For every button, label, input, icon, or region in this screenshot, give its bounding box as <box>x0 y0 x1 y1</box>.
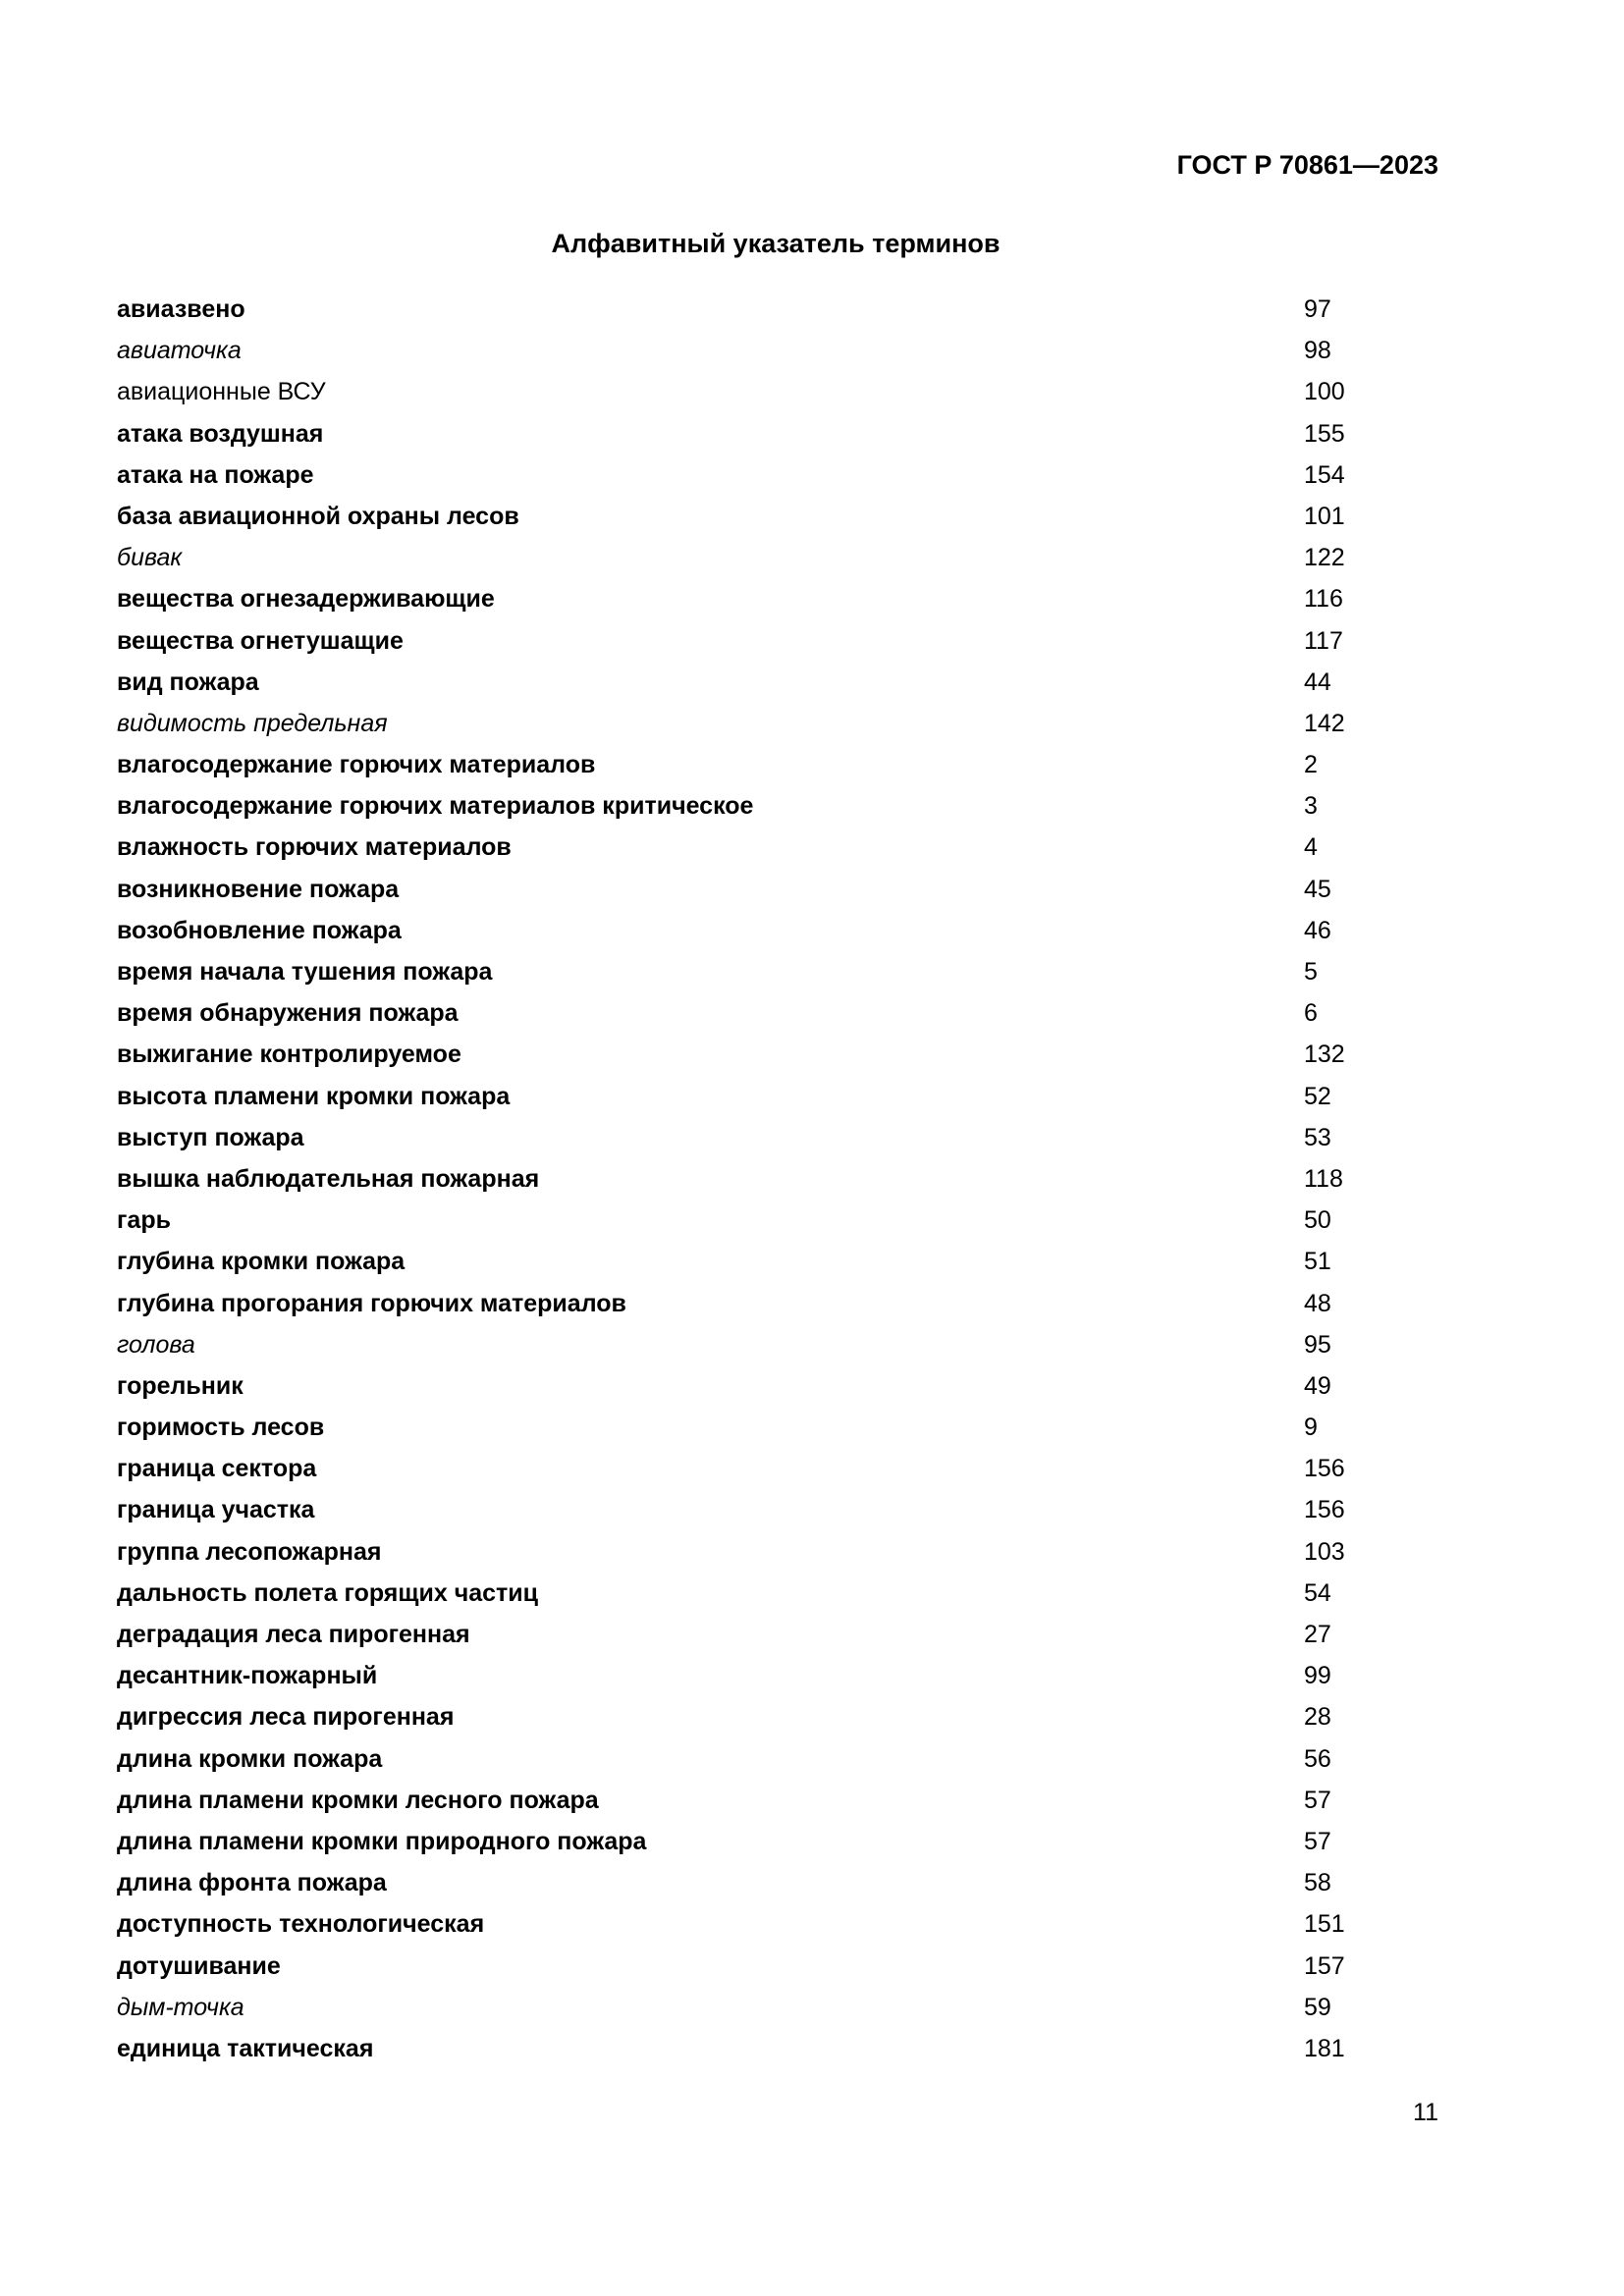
index-entry <box>117 371 1393 412</box>
index-term-number: 3 <box>1304 792 1318 821</box>
index-entry <box>117 910 1393 951</box>
index-term: длина кромки пожара <box>117 1744 383 1773</box>
document-code: ГОСТ Р 70861—2023 <box>1176 150 1438 180</box>
index-entry <box>117 1407 1393 1448</box>
index-entry <box>117 662 1393 703</box>
index-term: возобновление пожара <box>117 916 402 944</box>
index-term: глубина прогорания горючих материалов <box>117 1289 626 1317</box>
index-term-number: 49 <box>1304 1371 1331 1400</box>
index-term: влажность горючих материалов <box>117 833 512 862</box>
index-entry <box>117 703 1393 744</box>
index-term: длина пламени кромки лесного пожара <box>117 1786 599 1814</box>
index-term-number: 142 <box>1304 709 1345 737</box>
index-term-number: 59 <box>1304 1993 1331 2021</box>
index-entry <box>117 1696 1393 1737</box>
index-entry <box>117 1324 1393 1365</box>
index-term-number: 156 <box>1304 1496 1345 1524</box>
index-entry <box>117 578 1393 619</box>
index-term-number: 6 <box>1304 999 1318 1028</box>
index-entry <box>117 785 1393 827</box>
index-term: авиаточка <box>117 337 242 365</box>
index-entry <box>117 1034 1393 1075</box>
page-number: 11 <box>1413 2099 1438 2126</box>
index-term-number: 151 <box>1304 1910 1345 1939</box>
index-term: длина пламени кромки природного пожара <box>117 1827 647 1855</box>
index-term: гарь <box>117 1206 171 1235</box>
index-entry <box>117 1241 1393 1282</box>
index-term: единица тактическая <box>117 2034 374 2062</box>
index-term-number: 28 <box>1304 1703 1331 1732</box>
index-term: вид пожара <box>117 667 259 696</box>
index-term: доступность технологическая <box>117 1910 485 1939</box>
index-entry <box>117 827 1393 868</box>
index-term: дальность полета горящих частиц <box>117 1578 538 1607</box>
index-term: дым-точка <box>117 1993 244 2021</box>
index-term-number: 27 <box>1304 1621 1331 1648</box>
index-term-number: 52 <box>1304 1082 1331 1110</box>
index-entry <box>117 869 1393 910</box>
index-term: выжигание контролируемое <box>117 1041 461 1069</box>
index-term: атака воздушная <box>117 419 324 448</box>
index-entry <box>117 1365 1393 1407</box>
index-term-number: 118 <box>1304 1164 1343 1193</box>
index-term-number: 50 <box>1304 1206 1331 1235</box>
index-term: авиационные ВСУ <box>117 378 326 406</box>
index-term-number: 2 <box>1304 751 1318 779</box>
index-entry <box>117 1531 1393 1573</box>
index-entry <box>117 1903 1393 1945</box>
index-entry <box>117 496 1393 537</box>
index-term-number: 46 <box>1304 916 1331 944</box>
index-term-number: 181 <box>1304 2034 1345 2062</box>
index-term: горимость лесов <box>117 1414 325 1442</box>
index-entry <box>117 1946 1393 1987</box>
index-term: время обнаружения пожара <box>117 999 459 1028</box>
index-term: вещества огнезадерживающие <box>117 585 495 614</box>
index-term: вышка наблюдательная пожарная <box>117 1164 540 1193</box>
index-term: вещества огнетушащие <box>117 626 404 655</box>
index-term: возникновение пожара <box>117 875 400 903</box>
index-term: голова <box>117 1330 195 1359</box>
index-term-number: 5 <box>1304 958 1318 986</box>
index-term: глубина кромки пожара <box>117 1248 406 1276</box>
index-term-number: 100 <box>1304 378 1345 406</box>
index-entry <box>117 951 1393 992</box>
index-term-number: 48 <box>1304 1289 1331 1317</box>
index-term-number: 156 <box>1304 1455 1345 1483</box>
index-entry <box>117 1448 1393 1489</box>
index-term: десантник-пожарный <box>117 1662 378 1690</box>
index-term: время начала тушения пожара <box>117 958 493 986</box>
page-title: Алфавитный указатель терминов <box>551 229 1001 258</box>
index-term-number: 157 <box>1304 1951 1345 1980</box>
index-term: деградация леса пирогенная <box>117 1621 470 1648</box>
index-entry <box>117 1200 1393 1241</box>
index-term: дигрессия леса пирогенная <box>117 1703 455 1732</box>
index-term-number: 122 <box>1304 544 1345 572</box>
index-entry <box>117 1738 1393 1780</box>
index-entry <box>117 1076 1393 1117</box>
index-term: влагосодержание горючих материалов критическое <box>117 792 754 821</box>
index-term-number: 132 <box>1304 1041 1345 1069</box>
index-entry <box>117 1655 1393 1696</box>
index-entry <box>117 1117 1393 1158</box>
index-term-number: 44 <box>1304 667 1331 696</box>
index-term: граница сектора <box>117 1455 317 1483</box>
index-term-number: 57 <box>1304 1786 1331 1814</box>
index-term-number: 116 <box>1304 585 1343 614</box>
index-term-number: 99 <box>1304 1662 1331 1690</box>
index-entry <box>117 1614 1393 1655</box>
index-entry <box>117 744 1393 785</box>
index-term-number: 98 <box>1304 337 1331 365</box>
index-entry <box>117 1862 1393 1903</box>
index-term-number: 53 <box>1304 1123 1331 1151</box>
index-term-number: 51 <box>1304 1248 1331 1276</box>
index-term-number: 117 <box>1304 626 1343 655</box>
index-entry <box>117 413 1393 454</box>
index-term: дотушивание <box>117 1951 281 1980</box>
index-term-number: 154 <box>1304 460 1345 489</box>
index-term-number: 54 <box>1304 1578 1331 1607</box>
index-term: авиазвено <box>117 295 245 323</box>
index-term-number: 57 <box>1304 1827 1331 1855</box>
index-term: видимость предельная <box>117 709 388 737</box>
index-term-number: 97 <box>1304 295 1331 323</box>
index-entry <box>117 330 1393 371</box>
index-entry <box>117 992 1393 1034</box>
index-term: горельник <box>117 1371 244 1400</box>
index-entry <box>117 1573 1393 1614</box>
index-term: высота пламени кромки пожара <box>117 1082 511 1110</box>
index-term-number: 103 <box>1304 1537 1345 1566</box>
index-entry <box>117 1283 1393 1324</box>
index-term: выступ пожара <box>117 1123 304 1151</box>
index-term-number: 58 <box>1304 1869 1331 1897</box>
index-entry <box>117 1780 1393 1821</box>
index-term: влагосодержание горючих материалов <box>117 751 596 779</box>
index-term-number: 45 <box>1304 875 1331 903</box>
term-index-list <box>117 289 1393 2069</box>
index-term: бивак <box>117 544 183 572</box>
index-entry <box>117 1821 1393 1862</box>
index-term: атака на пожаре <box>117 460 314 489</box>
index-entry <box>117 454 1393 496</box>
index-term: группа лесопожарная <box>117 1537 382 1566</box>
index-term: граница участка <box>117 1496 315 1524</box>
index-term-number: 56 <box>1304 1744 1331 1773</box>
index-term: база авиационной охраны лесов <box>117 502 519 530</box>
index-term-number: 101 <box>1304 502 1345 530</box>
index-entry <box>117 289 1393 330</box>
index-entry <box>117 537 1393 578</box>
index-term-number: 4 <box>1304 833 1318 862</box>
index-term: длина фронта пожара <box>117 1869 387 1897</box>
index-term-number: 155 <box>1304 419 1345 448</box>
index-entry <box>117 1489 1393 1530</box>
index-entry <box>117 2028 1393 2069</box>
index-entry <box>117 1987 1393 2028</box>
index-entry <box>117 1158 1393 1200</box>
index-term-number: 9 <box>1304 1414 1318 1442</box>
index-term-number: 95 <box>1304 1330 1331 1359</box>
index-entry <box>117 620 1393 662</box>
